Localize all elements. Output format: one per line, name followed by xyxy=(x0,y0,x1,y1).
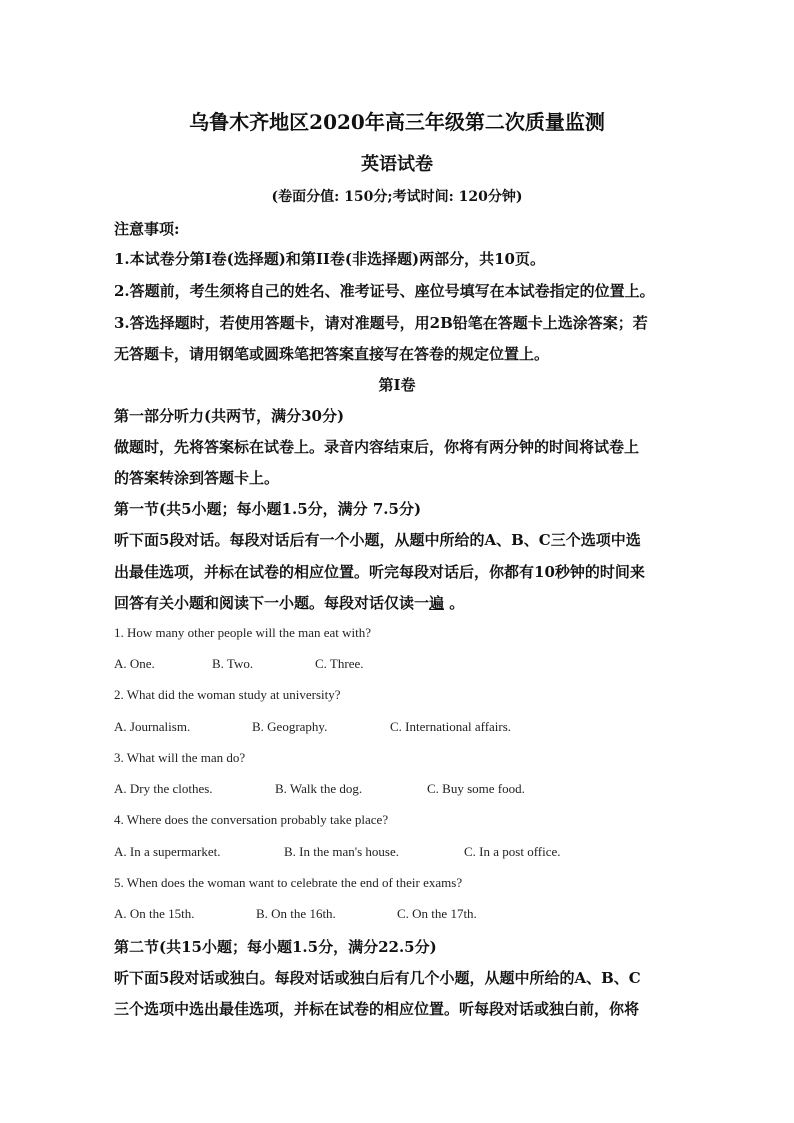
question-3: 3. What will the man do? xyxy=(114,750,246,765)
exam-subtitle: 英语试卷 xyxy=(361,154,433,175)
section2-instruction-line-1: 听下面5段对话或独白。每段对话或独白后有几个小题，从题中所给的A、B、C xyxy=(114,969,641,987)
question-2-option-a: A. Journalism. xyxy=(114,719,191,734)
section1-heading: 第一节(共5小题；每小题1.5分，满分 7.5分) xyxy=(114,500,422,518)
part1-heading: 第一部分听力(共两节，满分30分) xyxy=(114,407,345,425)
underlined-word: 遍 xyxy=(429,594,445,612)
question-2-option-b: B. Geography. xyxy=(252,719,328,734)
notice-item-3-line-2: 无答题卡，请用钢笔或圆珠笔把答案直接写在答卷的规定位置上。 xyxy=(114,345,550,363)
question-1: 1. How many other people will the man eat with? xyxy=(114,625,372,640)
part1-instruction-line-2: 的答案转涂到答题卡上。 xyxy=(114,469,280,487)
section1-instruction-end: 。 xyxy=(444,594,465,612)
score-time-info: (卷面分值: 150分;考试时间: 120分钟) xyxy=(271,189,523,205)
exam-title: 乌鲁木齐地区2020年高三年级第二次质量监测 xyxy=(189,110,605,134)
notice-header: 注意事项: xyxy=(114,220,180,238)
question-5-option-a: A. On the 15th. xyxy=(114,906,195,921)
notice-item-3-line-1: 3.答选择题时，若使用答题卡，请对准题号，用2B铅笔在答题卡上选涂答案；若 xyxy=(114,314,648,332)
notice-item-2: 2.答题前，考生须将自己的姓名、准考证号、座位号填写在本试卷指定的位置上。 xyxy=(114,282,655,300)
question-1-option-b: B. Two. xyxy=(212,656,254,671)
question-4-option-c: C. In a post office. xyxy=(464,844,561,859)
notice-item-1: 1.本试卷分第I卷(选择题)和第II卷(非选择题)两部分，共10页。 xyxy=(114,250,545,268)
question-5-option-b: B. On the 16th. xyxy=(256,906,336,921)
question-3-option-b: B. Walk the dog. xyxy=(275,781,363,796)
section1-instruction-line-1: 听下面5段对话。每段对话后有一个小题，从题中所给的A、B、C三个选项中选 xyxy=(114,531,641,549)
question-4: 4. Where does the conversation probably take place? xyxy=(114,812,389,827)
volume-heading: 第I卷 xyxy=(378,376,416,394)
section1-instruction-text: 回答有关小题和阅读下一小题。每段对话仅读一 xyxy=(114,594,430,612)
part1-instruction-line-1: 做题时，先将答案标在试卷上。录音内容结束后，你将有两分钟的时间将试卷上 xyxy=(114,438,640,456)
question-5: 5. When does the woman want to celebrate the end of their exams? xyxy=(114,875,463,890)
question-3-option-c: C. Buy some food. xyxy=(427,781,525,796)
section2-heading: 第二节(共15小题；每小题1.5分，满分22.5分) xyxy=(114,938,437,956)
section1-instruction-line-3 xyxy=(114,592,464,613)
question-2: 2. What did the woman study at university? xyxy=(114,687,341,702)
question-4-option-b: B. In the man's house. xyxy=(284,844,399,859)
question-2-option-c: C. International affairs. xyxy=(390,719,512,734)
section2-instruction-line-2: 三个选项中选出最佳选项，并标在试卷的相应位置。听每段对话或独白前，你将 xyxy=(114,1000,640,1018)
question-1-option-c: C. Three. xyxy=(315,656,364,671)
question-1-option-a: A. One. xyxy=(114,656,155,671)
question-3-option-a: A. Dry the clothes. xyxy=(114,781,213,796)
question-4-option-a: A. In a supermarket. xyxy=(114,844,221,859)
question-5-option-c: C. On the 17th. xyxy=(397,906,477,921)
section1-instruction-line-2: 出最佳选项，并标在试卷的相应位置。听完每段对话后，你都有10秒钟的时间来 xyxy=(114,563,645,581)
